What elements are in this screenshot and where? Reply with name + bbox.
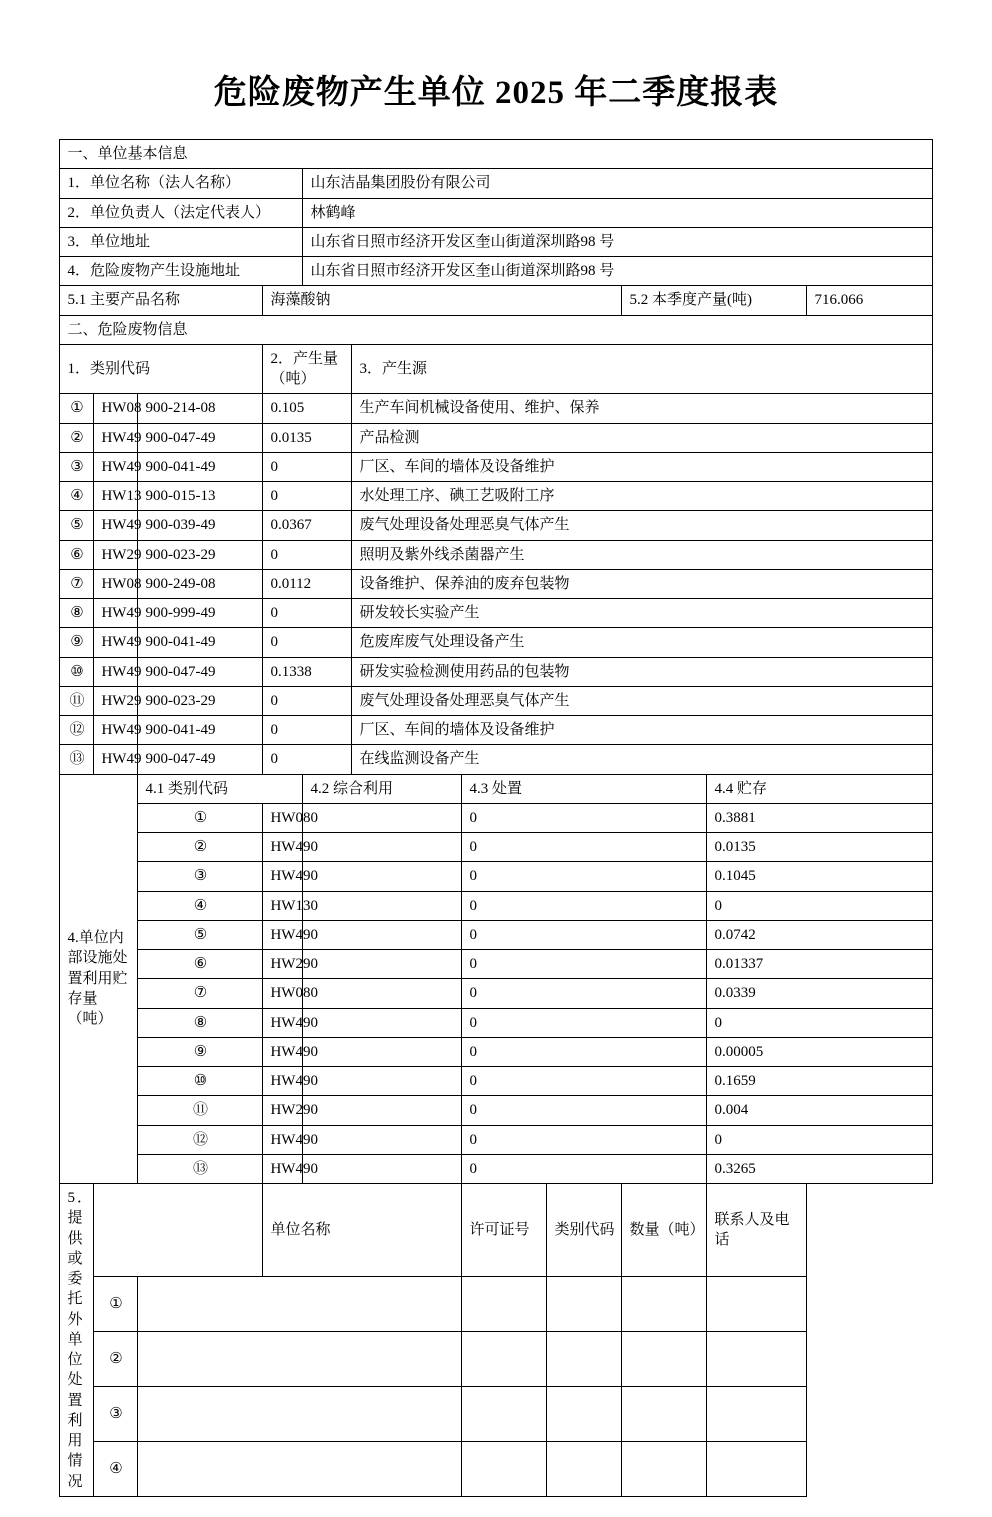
table-row	[60, 1037, 932, 1066]
product-row	[60, 286, 932, 315]
row-contact[interactable]	[707, 1276, 807, 1331]
table-row	[60, 891, 932, 920]
row-index: ⑦	[138, 979, 263, 1008]
row-amount: 0.1338	[263, 657, 352, 686]
row-code: 900-041-49	[138, 716, 263, 745]
row-amount: 0	[263, 628, 352, 657]
row-utilization: 0	[303, 1067, 462, 1096]
row-index: ③	[138, 862, 263, 891]
row-disposal: 0	[462, 1154, 707, 1183]
row-code: 900-047-49	[138, 423, 263, 452]
row-code: 900-041-49	[138, 628, 263, 657]
row-storage: 0	[707, 1125, 932, 1154]
row-hw: HW49	[263, 1125, 303, 1154]
table-row	[60, 1276, 932, 1331]
row-index: ⑩	[138, 1067, 263, 1096]
row-amount[interactable]	[622, 1386, 707, 1441]
table-row	[60, 979, 932, 1008]
row-category-code[interactable]	[547, 1276, 622, 1331]
row-hw: HW08	[263, 803, 303, 832]
row-unit-name[interactable]	[138, 1441, 462, 1496]
row-hw: HW49	[263, 862, 303, 891]
row-hw: HW13	[94, 482, 138, 511]
table-row	[60, 1067, 932, 1096]
label-product-name: 5.1 主要产品名称	[60, 286, 263, 315]
row-license[interactable]	[462, 1386, 547, 1441]
value-quarter-output: 716.066	[807, 286, 932, 315]
header-s4-utilization: 4.2 综合利用	[303, 774, 462, 803]
row-index: ②	[60, 423, 94, 452]
table-row	[60, 1096, 932, 1125]
header-s5-unit-name: 单位名称	[263, 1184, 462, 1277]
row-hw: HW29	[94, 686, 138, 715]
row-amount: 0.0367	[263, 511, 352, 540]
row-utilization: 0	[303, 833, 462, 862]
row-utilization: 0	[303, 891, 462, 920]
row-amount: 0	[263, 599, 352, 628]
row-storage: 0.0339	[707, 979, 932, 1008]
row-hw: HW49	[94, 628, 138, 657]
row-utilization: 0	[303, 1096, 462, 1125]
table-row	[60, 1125, 932, 1154]
row-source: 水处理工序、碘工艺吸附工序	[352, 482, 932, 511]
row-hw: HW49	[94, 716, 138, 745]
row-index: ⑦	[60, 569, 94, 598]
row-code: 900-023-29	[138, 540, 263, 569]
row-code: 900-047-49	[138, 657, 263, 686]
label-address: 3．单位地址	[60, 227, 303, 256]
value-address: 山东省日照市经济开发区奎山街道深圳路98 号	[303, 227, 932, 256]
row-index: ①	[138, 803, 263, 832]
row-index: ②	[138, 833, 263, 862]
row-disposal: 0	[462, 950, 707, 979]
row-hw: HW29	[263, 950, 303, 979]
row-index: ⑫	[138, 1125, 263, 1154]
row-index: ⑫	[60, 716, 94, 745]
row-source: 厂区、车间的墙体及设备维护	[352, 716, 932, 745]
row-storage: 0.1045	[707, 862, 932, 891]
row-code: 900-039-49	[138, 511, 263, 540]
row-storage: 0.3881	[707, 803, 932, 832]
row-source: 研发实验检测使用药品的包装物	[352, 657, 932, 686]
row-source: 废气处理设备处理恶臭气体产生	[352, 686, 932, 715]
row-utilization: 0	[303, 950, 462, 979]
row-code: 900-015-13	[138, 482, 263, 511]
row-amount: 0.105	[263, 394, 352, 423]
label-facility-address: 4．危险废物产生设施地址	[60, 257, 303, 286]
row-amount: 0	[263, 686, 352, 715]
row-storage: 0.0742	[707, 920, 932, 949]
row-license[interactable]	[462, 1276, 547, 1331]
row-amount[interactable]	[622, 1331, 707, 1386]
table-row	[60, 628, 932, 657]
row-category-code[interactable]	[547, 1331, 622, 1386]
info-row-legal-person	[60, 198, 932, 227]
row-source: 产品检测	[352, 423, 932, 452]
row-hw: HW49	[94, 657, 138, 686]
row-hw: HW49	[94, 511, 138, 540]
header-s5-category-code: 类别代码	[547, 1184, 622, 1277]
header-s5-contact: 联系人及电话	[707, 1184, 807, 1277]
row-amount: 0	[263, 716, 352, 745]
table-row	[60, 833, 932, 862]
page-title: 危险废物产生单位 2025 年二季度报表	[213, 75, 779, 111]
header-s4-storage: 4.4 贮存	[707, 774, 932, 803]
section1-heading: 一、单位基本信息	[60, 140, 932, 169]
row-hw: HW49	[94, 745, 138, 774]
row-index: ⑧	[138, 1008, 263, 1037]
row-storage: 0.0135	[707, 833, 932, 862]
report-table	[59, 139, 932, 1497]
row-source: 生产车间机械设备使用、维护、保养	[352, 394, 932, 423]
section2-heading: 二、危险废物信息	[60, 315, 932, 344]
table-row	[60, 1441, 932, 1496]
row-storage: 0.01337	[707, 950, 932, 979]
row-hw: HW49	[263, 920, 303, 949]
row-storage: 0.004	[707, 1096, 932, 1125]
row-utilization: 0	[303, 979, 462, 1008]
table-row	[60, 599, 932, 628]
row-index: ⑪	[60, 686, 94, 715]
row-hw: HW49	[263, 1008, 303, 1037]
row-amount: 0.0112	[263, 569, 352, 598]
row-unit-name[interactable]	[138, 1386, 462, 1441]
row-index: ⑤	[60, 511, 94, 540]
row-index: ①	[94, 1276, 138, 1331]
row-index: ⑧	[60, 599, 94, 628]
table-row	[60, 950, 932, 979]
row-code: 900-214-08	[138, 394, 263, 423]
row-hw: HW08	[94, 394, 138, 423]
section4-label: 4.单位内部设施处置利用贮存量（吨）	[60, 774, 138, 1184]
value-product-name: 海藻酸钠	[263, 286, 622, 315]
table-row	[60, 452, 932, 481]
section2-heading-row	[60, 315, 932, 344]
row-disposal: 0	[462, 979, 707, 1008]
row-source: 废气处理设备处理恶臭气体产生	[352, 511, 932, 540]
row-utilization: 0	[303, 1037, 462, 1066]
row-source: 设备维护、保养油的废弃包装物	[352, 569, 932, 598]
row-disposal: 0	[462, 833, 707, 862]
waste-table-header	[60, 344, 932, 394]
row-index: ⑤	[138, 920, 263, 949]
row-hw: HW49	[94, 423, 138, 452]
row-unit-name[interactable]	[138, 1331, 462, 1386]
table-row	[60, 745, 932, 774]
row-hw: HW49	[94, 599, 138, 628]
row-index: ②	[94, 1331, 138, 1386]
table-row	[60, 1154, 932, 1183]
row-category-code[interactable]	[547, 1386, 622, 1441]
info-row-address	[60, 227, 932, 256]
row-disposal: 0	[462, 1125, 707, 1154]
row-index: ④	[60, 482, 94, 511]
row-code: 900-041-49	[138, 452, 263, 481]
row-disposal: 0	[462, 1008, 707, 1037]
row-amount: 0.0135	[263, 423, 352, 452]
row-index: ③	[94, 1386, 138, 1441]
row-utilization: 0	[303, 1125, 462, 1154]
section5-label: 5．提供或委托外单位处置利用情况	[60, 1184, 94, 1497]
table-row	[60, 394, 932, 423]
row-amount: 0	[263, 482, 352, 511]
row-hw: HW49	[263, 1154, 303, 1183]
table-row	[60, 862, 932, 891]
table-row	[60, 423, 932, 452]
row-code: 900-023-29	[138, 686, 263, 715]
row-source: 照明及紫外线杀菌器产生	[352, 540, 932, 569]
table-row	[60, 1008, 932, 1037]
row-index: ⑪	[138, 1096, 263, 1125]
row-index: ⑩	[60, 657, 94, 686]
row-storage: 0	[707, 1008, 932, 1037]
row-code: 900-047-49	[138, 745, 263, 774]
header-s4-disposal: 4.3 处置	[462, 774, 707, 803]
row-index: ①	[60, 394, 94, 423]
row-contact[interactable]	[707, 1441, 807, 1496]
row-utilization: 0	[303, 862, 462, 891]
row-disposal: 0	[462, 1037, 707, 1066]
row-code: 900-999-49	[138, 599, 263, 628]
row-utilization: 0	[303, 1154, 462, 1183]
section5-header-row	[60, 1184, 932, 1277]
row-disposal: 0	[462, 891, 707, 920]
table-row	[60, 686, 932, 715]
label-unit-name: 1．单位名称（法人名称）	[60, 169, 303, 198]
row-hw: HW49	[94, 452, 138, 481]
section4-header-row	[60, 774, 932, 803]
row-amount: 0	[263, 452, 352, 481]
row-index: ⑨	[138, 1037, 263, 1066]
row-hw: HW29	[263, 1096, 303, 1125]
row-license[interactable]	[462, 1331, 547, 1386]
row-index: ⑥	[60, 540, 94, 569]
header-s4-category-code: 4.1 类别代码	[138, 774, 303, 803]
table-row	[60, 540, 932, 569]
info-row-unit-name	[60, 169, 932, 198]
row-hw: HW49	[263, 1037, 303, 1066]
section1-heading-row	[60, 140, 932, 169]
table-row	[60, 569, 932, 598]
row-hw: HW08	[263, 979, 303, 1008]
table-row	[60, 803, 932, 832]
row-amount[interactable]	[622, 1441, 707, 1496]
row-utilization: 0	[303, 803, 462, 832]
table-row	[60, 657, 932, 686]
row-index: ⑨	[60, 628, 94, 657]
table-row	[60, 1386, 932, 1441]
value-legal-person: 林鹤峰	[303, 198, 932, 227]
row-hw: HW49	[263, 1067, 303, 1096]
row-index: ⑥	[138, 950, 263, 979]
row-storage: 0.1659	[707, 1067, 932, 1096]
header-s5-amount: 数量（吨）	[622, 1184, 707, 1277]
row-utilization: 0	[303, 1008, 462, 1037]
row-amount[interactable]	[622, 1276, 707, 1331]
header-source: 3．产生源	[352, 344, 932, 394]
row-index: ⑬	[138, 1154, 263, 1183]
header-s5-license: 许可证号	[462, 1184, 547, 1277]
info-row-facility-address	[60, 257, 932, 286]
row-index: ⑬	[60, 745, 94, 774]
row-unit-name[interactable]	[138, 1276, 462, 1331]
row-index: ④	[94, 1441, 138, 1496]
header-category-code: 1．类别代码	[60, 344, 263, 394]
row-category-code[interactable]	[547, 1441, 622, 1496]
row-disposal: 0	[462, 1067, 707, 1096]
row-utilization: 0	[303, 920, 462, 949]
row-amount: 0	[263, 540, 352, 569]
row-index: ④	[138, 891, 263, 920]
value-unit-name: 山东洁晶集团股份有限公司	[303, 169, 932, 198]
row-disposal: 0	[462, 920, 707, 949]
header-amount: 2．产生量（吨）	[263, 344, 352, 394]
row-hw: HW08	[94, 569, 138, 598]
row-hw: HW49	[263, 833, 303, 862]
row-code: 900-249-08	[138, 569, 263, 598]
table-row	[60, 511, 932, 540]
table-row	[60, 482, 932, 511]
row-storage: 0.00005	[707, 1037, 932, 1066]
row-index: ③	[60, 452, 94, 481]
row-license[interactable]	[462, 1441, 547, 1496]
table-row	[60, 1331, 932, 1386]
row-hw: HW13	[263, 891, 303, 920]
row-contact[interactable]	[707, 1386, 807, 1441]
value-facility-address: 山东省日照市经济开发区奎山街道深圳路98 号	[303, 257, 932, 286]
row-storage: 0	[707, 891, 932, 920]
row-source: 厂区、车间的墙体及设备维护	[352, 452, 932, 481]
row-hw: HW29	[94, 540, 138, 569]
row-storage: 0.3265	[707, 1154, 932, 1183]
row-source: 危废库废气处理设备产生	[352, 628, 932, 657]
table-row	[60, 920, 932, 949]
row-disposal: 0	[462, 862, 707, 891]
label-quarter-output: 5.2 本季度产量(吨)	[622, 286, 807, 315]
label-legal-person: 2．单位负责人（法定代表人）	[60, 198, 303, 227]
row-source: 研发较长实验产生	[352, 599, 932, 628]
row-contact[interactable]	[707, 1331, 807, 1386]
row-disposal: 0	[462, 803, 707, 832]
row-amount: 0	[263, 745, 352, 774]
row-source: 在线监测设备产生	[352, 745, 932, 774]
table-row	[60, 716, 932, 745]
row-disposal: 0	[462, 1096, 707, 1125]
